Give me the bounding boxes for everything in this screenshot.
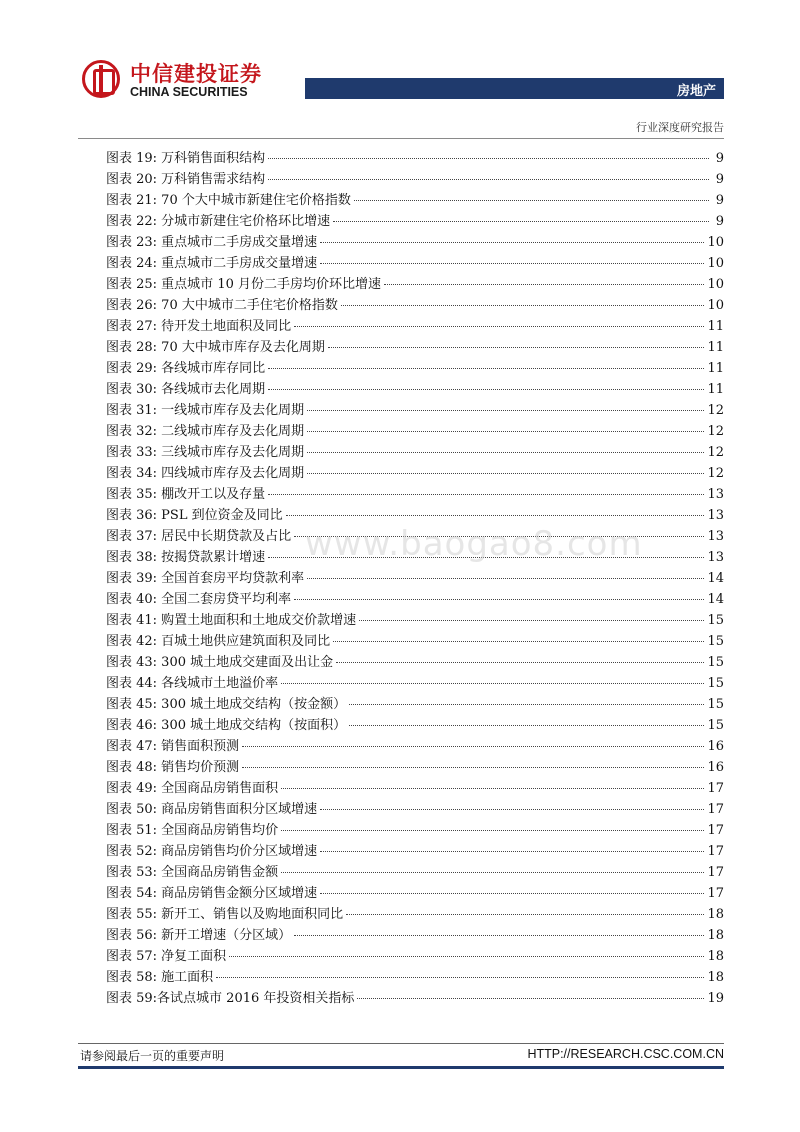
toc-leader-dots [242, 745, 704, 747]
toc-entry[interactable] [106, 652, 724, 673]
toc-leader-dots [320, 262, 704, 264]
toc-entry-page: 17 [707, 781, 724, 796]
toc-leader-dots [320, 808, 704, 810]
toc-entry-page: 12 [707, 424, 724, 439]
toc-entry-page: 10 [707, 277, 724, 292]
footer-bar [78, 1066, 724, 1069]
toc-entry-title: 图表 30: 各线城市去化周期 [106, 382, 266, 397]
toc-entry-page: 17 [707, 823, 724, 838]
toc-entry-page: 15 [707, 718, 724, 733]
toc-entry-title: 图表 23: 重点城市二手房成交量增速 [106, 235, 318, 250]
toc-entry-title: 图表 28: 70 大中城市库存及去化周期 [106, 340, 325, 355]
toc-entry[interactable] [106, 295, 724, 316]
toc-leader-dots [328, 346, 705, 348]
toc-leader-dots [320, 850, 704, 852]
toc-entry-page: 12 [707, 445, 724, 460]
toc-leader-dots [268, 367, 704, 369]
toc-entry[interactable] [106, 421, 724, 442]
toc-entry-title: 图表 27: 待开发土地面积及同比 [106, 319, 292, 334]
toc-entry[interactable] [106, 442, 724, 463]
toc-leader-dots [349, 703, 704, 705]
toc-entry[interactable] [106, 988, 724, 1009]
toc-entry-title: 图表 25: 重点城市 10 月份二手房均价环比增速 [106, 277, 381, 292]
toc-entry[interactable] [106, 568, 724, 589]
toc-entry[interactable] [106, 778, 724, 799]
toc-entry-page: 16 [707, 739, 724, 754]
toc-leader-dots [216, 976, 704, 978]
company-logo [82, 58, 282, 102]
toc-entry-page: 9 [715, 193, 724, 208]
toc-leader-dots [307, 430, 704, 432]
toc-entry-page: 13 [707, 508, 724, 523]
toc-leader-dots [320, 241, 704, 243]
toc-leader-dots [294, 598, 704, 600]
toc-entry[interactable] [106, 253, 724, 274]
toc-entry-title: 图表 36: PSL 到位资金及同比 [106, 508, 283, 523]
toc-entry-title: 图表 41: 购置土地面积和土地成交价款增速 [106, 613, 357, 628]
toc-entry-title: 图表 59:各试点城市 2016 年投资相关指标 [106, 991, 355, 1006]
sector-label: 房地产 [676, 84, 716, 99]
toc-entry[interactable] [106, 904, 724, 925]
toc-entry-page: 12 [707, 403, 724, 418]
toc-entry[interactable] [106, 694, 724, 715]
toc-entry-title: 图表 56: 新开工增速（分区域） [106, 928, 292, 943]
toc-entry-page: 17 [707, 886, 724, 901]
toc-entry-page: 11 [707, 382, 724, 397]
toc-entry-title: 图表 43: 300 城土地成交建面及出让金 [106, 655, 334, 670]
toc-entry-page: 9 [715, 214, 724, 229]
toc-entry-title: 图表 58: 施工面积 [106, 970, 214, 985]
toc-leader-dots [268, 178, 709, 180]
toc-entry-title: 图表 47: 销售面积预测 [106, 739, 240, 754]
toc-entry[interactable] [106, 211, 724, 232]
toc-entry-title: 图表 44: 各线城市土地溢价率 [106, 676, 279, 691]
footer-divider [78, 1043, 724, 1044]
toc-entry-title: 图表 34: 四线城市库存及去化周期 [106, 466, 305, 481]
toc-entry-title: 图表 40: 全国二套房贷平均利率 [106, 592, 292, 607]
toc-entry-title: 图表 35: 棚改开工以及存量 [106, 487, 266, 502]
toc-entry[interactable] [106, 190, 724, 211]
toc-entry-title: 图表 38: 按揭贷款累计增速 [106, 550, 266, 565]
toc-entry[interactable] [106, 463, 724, 484]
toc-entry[interactable] [106, 946, 724, 967]
toc-entry[interactable] [106, 589, 724, 610]
header-divider [78, 138, 724, 139]
toc-leader-dots [307, 451, 704, 453]
toc-entry-page: 18 [707, 907, 724, 922]
toc-entry-title: 图表 52: 商品房销售均价分区域增速 [106, 844, 318, 859]
toc-entry[interactable] [106, 148, 724, 169]
toc-entry[interactable] [106, 400, 724, 421]
report-type: 行业深度研究报告 [636, 121, 724, 134]
toc-entry[interactable] [106, 925, 724, 946]
toc-entry[interactable] [106, 883, 724, 904]
toc-leader-dots [384, 283, 704, 285]
header-bar [305, 78, 724, 99]
toc-entry-page: 10 [707, 235, 724, 250]
toc-entry-page: 11 [707, 319, 724, 334]
toc-entry-title: 图表 53: 全国商品房销售金额 [106, 865, 279, 880]
toc-entry-title: 图表 24: 重点城市二手房成交量增速 [106, 256, 318, 271]
toc-entry[interactable] [106, 715, 724, 736]
toc-entry-page: 18 [707, 970, 724, 985]
toc-leader-dots [341, 304, 705, 306]
toc-leader-dots [333, 640, 704, 642]
toc-entry-title: 图表 46: 300 城土地成交结构（按面积） [106, 718, 347, 733]
toc-entry-page: 9 [715, 172, 724, 187]
toc-entry-page: 15 [707, 697, 724, 712]
toc-entry-title: 图表 50: 商品房销售面积分区域增速 [106, 802, 318, 817]
toc-leader-dots [268, 157, 709, 159]
toc-leader-dots [357, 997, 704, 999]
toc-entry-title: 图表 21: 70 个大中城市新建住宅价格指数 [106, 193, 351, 208]
toc-leader-dots [349, 724, 704, 726]
toc-entry-page: 17 [707, 865, 724, 880]
toc-entry-page: 14 [707, 592, 724, 607]
toc-entry-title: 图表 33: 三线城市库存及去化周期 [106, 445, 305, 460]
toc-entry[interactable] [106, 484, 724, 505]
toc-entry-title: 图表 29: 各线城市库存同比 [106, 361, 266, 376]
toc-leader-dots [307, 472, 704, 474]
toc-entry-title: 图表 48: 销售均价预测 [106, 760, 240, 775]
toc-entry[interactable] [106, 799, 724, 820]
toc-entry-page: 15 [707, 613, 724, 628]
toc-leader-dots [229, 955, 704, 957]
toc-entry-page: 18 [707, 949, 724, 964]
toc-entry[interactable] [106, 757, 724, 778]
toc-leader-dots [268, 388, 704, 390]
toc-entry-page: 14 [707, 571, 724, 586]
toc-entry-title: 图表 37: 居民中长期贷款及占比 [106, 529, 292, 544]
toc-entry[interactable] [106, 337, 724, 358]
logo-chinese-name: 中信建投证券 [130, 62, 262, 86]
toc-entry[interactable] [106, 505, 724, 526]
toc-leader-dots [307, 577, 704, 579]
watermark: www.baogao8.com [305, 524, 643, 564]
toc-entry-title: 图表 45: 300 城土地成交结构（按金额） [106, 697, 347, 712]
toc-leader-dots [281, 871, 704, 873]
footer-url[interactable]: HTTP://RESEARCH.CSC.COM.CN [527, 1047, 724, 1061]
toc-entry-title: 图表 31: 一线城市库存及去化周期 [106, 403, 305, 418]
toc-entry-title: 图表 51: 全国商品房销售均价 [106, 823, 279, 838]
toc-leader-dots [333, 220, 709, 222]
toc-leader-dots [307, 409, 704, 411]
toc-entry-title: 图表 57: 净复工面积 [106, 949, 227, 964]
toc-entry[interactable] [106, 274, 724, 295]
toc-entry-title: 图表 39: 全国首套房平均贷款利率 [106, 571, 305, 586]
toc-entry[interactable] [106, 610, 724, 631]
toc-leader-dots [281, 682, 704, 684]
toc-entry-page: 13 [707, 550, 724, 565]
toc-entry-page: 15 [707, 655, 724, 670]
toc-entry[interactable] [106, 673, 724, 694]
toc-entry-title: 图表 49: 全国商品房销售面积 [106, 781, 279, 796]
logo-emblem-icon [82, 60, 120, 98]
toc-leader-dots [294, 934, 704, 936]
logo-english-name: CHINA SECURITIES [130, 85, 248, 99]
toc-leader-dots [281, 829, 704, 831]
toc-entry[interactable] [106, 232, 724, 253]
toc-entry-title: 图表 54: 商品房销售金额分区域增速 [106, 886, 318, 901]
toc-entry[interactable] [106, 820, 724, 841]
toc-entry-page: 13 [707, 529, 724, 544]
toc-leader-dots [336, 661, 704, 663]
toc-entry[interactable] [106, 169, 724, 190]
toc-entry-title: 图表 32: 二线城市库存及去化周期 [106, 424, 305, 439]
toc-entry-page: 16 [707, 760, 724, 775]
toc-entry-page: 10 [707, 298, 724, 313]
toc-entry-title: 图表 19: 万科销售面积结构 [106, 151, 266, 166]
toc-entry-title: 图表 22: 分城市新建住宅价格环比增速 [106, 214, 331, 229]
footer-disclaimer: 请参阅最后一页的重要声明 [80, 1049, 225, 1063]
toc-entry-page: 9 [715, 151, 724, 166]
toc-leader-dots [268, 493, 704, 495]
toc-entry-title: 图表 20: 万科销售需求结构 [106, 172, 266, 187]
toc-entry-page: 15 [707, 634, 724, 649]
toc-entry-title: 图表 42: 百城土地供应建筑面积及同比 [106, 634, 331, 649]
toc-entry-title: 图表 55: 新开工、销售以及购地面积同比 [106, 907, 344, 922]
toc-leader-dots [242, 766, 704, 768]
toc-entry[interactable] [106, 841, 724, 862]
toc-entry-page: 17 [707, 844, 724, 859]
toc-leader-dots [294, 325, 704, 327]
toc-entry-page: 10 [707, 256, 724, 271]
toc-leader-dots [286, 514, 705, 516]
toc-leader-dots [320, 892, 704, 894]
toc-entry[interactable] [106, 316, 724, 337]
toc-entry[interactable] [106, 862, 724, 883]
toc-entry-page: 11 [707, 340, 724, 355]
toc-leader-dots [346, 913, 704, 915]
toc-entry-page: 11 [707, 361, 724, 376]
toc-entry[interactable] [106, 631, 724, 652]
toc-entry-title: 图表 26: 70 大中城市二手住宅价格指数 [106, 298, 338, 313]
toc-entry-page: 12 [707, 466, 724, 481]
toc-leader-dots [354, 199, 709, 201]
toc-entry-page: 18 [707, 928, 724, 943]
table-of-figures [106, 148, 724, 1009]
toc-entry[interactable] [106, 358, 724, 379]
toc-entry[interactable] [106, 379, 724, 400]
toc-leader-dots [359, 619, 704, 621]
toc-leader-dots [281, 787, 704, 789]
toc-entry-page: 15 [707, 676, 724, 691]
toc-entry-page: 19 [707, 991, 724, 1006]
toc-entry-page: 13 [707, 487, 724, 502]
toc-entry-page: 17 [707, 802, 724, 817]
toc-entry[interactable] [106, 736, 724, 757]
toc-entry[interactable] [106, 967, 724, 988]
